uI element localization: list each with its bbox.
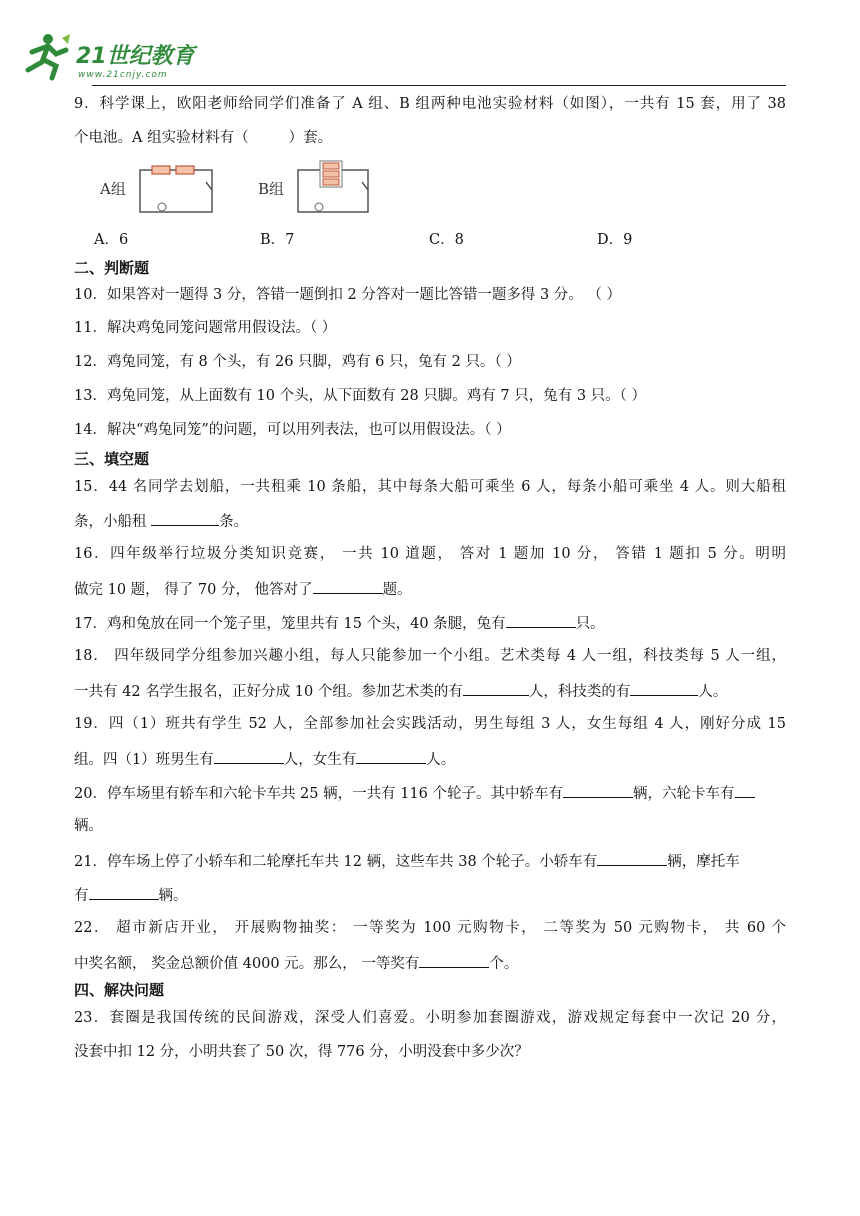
section-judgement-heading: 二、判断题: [74, 259, 150, 277]
header-divider: [92, 85, 786, 86]
q18-line2: [74, 680, 727, 702]
q9-option-d[interactable]: D．9: [597, 232, 633, 248]
q18-answer-blank-1[interactable]: [463, 680, 529, 696]
q21-text-b: 辆，摩托车: [667, 854, 740, 870]
q9-option-c[interactable]: C．8: [429, 232, 464, 248]
q20-answer-blank-1[interactable]: [563, 782, 633, 798]
q15-answer-blank[interactable]: [151, 510, 219, 526]
q9-line2: [74, 128, 332, 148]
q15-line2: [74, 510, 248, 532]
q18-answer-blank-2[interactable]: [630, 680, 698, 696]
page-header: [0, 0, 860, 90]
q9-option-a[interactable]: A．6: [94, 232, 129, 248]
figure-a-label: A组: [100, 180, 126, 198]
q18-text-c: 人。: [698, 684, 728, 700]
q19-line1: 19．四（1）班共有学生 52 人，全部参加社会实践活动，男生每组 3 人，女生每组 4 人，刚好分成 15: [74, 716, 786, 732]
q19-answer-blank-2[interactable]: [356, 748, 426, 764]
q23-line2: 没套中扣 12 分，小明共套了 50 次，得 776 分，小明没套中多少次？: [74, 1044, 529, 1060]
q13-text: 13．鸡兔同笼，从上面数有 10 个头，从下面数有 28 只脚。鸡有 7 只，兔有 3 只。（ ）: [74, 388, 647, 404]
q22-line1: 22． 超市新店开业， 开展购物抽奖： 一等奖为 100 元购物卡， 二等奖为 50 元购物卡， 共 60 个: [74, 920, 786, 936]
runner-logo-icon: [18, 30, 198, 82]
q17-line: [74, 612, 605, 634]
q19-text-c: 人。: [426, 752, 456, 768]
q22-answer-blank[interactable]: [419, 952, 489, 968]
q22-text-b: 个。: [489, 956, 519, 972]
q20-answer-blank-2[interactable]: [735, 782, 755, 798]
q21-text-a: 21．停车场上停了小轿车和二轮摩托车共 12 辆，这些车共 38 个轮子。小轿车有: [74, 854, 598, 870]
q17-answer-blank[interactable]: [506, 612, 576, 628]
bulb-icon: [315, 203, 323, 211]
q18-line1: 18． 四年级同学分组参加兴趣小组，每人只能参加一个小组。艺术类每 4 人一组，科技类每 5 人一组，: [74, 648, 786, 664]
site-logo: [18, 30, 198, 82]
q22-line2: [74, 952, 518, 974]
battery-icon: [323, 163, 339, 169]
q21-line1: [74, 850, 740, 872]
q19-answer-blank-1[interactable]: [214, 748, 284, 764]
q21-line2: [74, 884, 188, 906]
q18-text-b: 人，科技类的有: [528, 684, 631, 700]
q18-text-a: 一共有 42 名学生报名，正好分成 10 个组。参加艺术类的有: [74, 684, 463, 700]
q16-text-a: 做完 10 题， 得了 70 分， 他答对了: [74, 582, 313, 598]
q9-text-b: ）套。: [288, 130, 333, 146]
q15-text-b: 条。: [219, 514, 249, 530]
q16-text-b: 题。: [382, 582, 412, 598]
q21-answer-blank-1[interactable]: [597, 850, 667, 866]
section-fill-heading: 三、填空题: [74, 450, 150, 468]
figure-b-label: B组: [258, 180, 285, 198]
battery-circuit-figure: [98, 160, 378, 222]
battery-icon: [323, 179, 339, 185]
q21-text-c: 有: [74, 888, 89, 904]
q19-text-a: 组。四（1）班男生有: [74, 752, 214, 768]
q9-options: [74, 228, 786, 248]
switch-icon: [362, 182, 368, 190]
q15-line1: 15．44 名同学去划船，一共租乘 10 条船，其中每条大船可乘坐 6 人，每条小船可乘坐 4 人。则大船租: [74, 479, 786, 495]
q14-text: 14．解决“鸡兔同笼”的问题，可以用列表法，也可以用假设法。（ ）: [74, 422, 511, 438]
q20-text-b: 辆，六轮卡车有: [633, 786, 735, 802]
section-solve-heading: 四、解决问题: [74, 981, 165, 999]
switch-icon: [206, 182, 212, 190]
q17-text-a: 17．鸡和兔放在同一个笼子里，笼里共有 15 个头，40 条腿，兔有: [74, 616, 506, 632]
q16-line1: 16．四年级举行垃圾分类知识竞赛， 一共 10 道题， 答对 1 题加 10 分， 答错 1 题扣 5 分。明明: [74, 546, 786, 562]
battery-icon: [176, 166, 194, 174]
q19-line2: [74, 748, 455, 770]
q21-answer-blank-2[interactable]: [89, 884, 159, 900]
q19-text-b: 人，女生有: [283, 752, 357, 768]
logo-url: www.21cnjy.com: [78, 70, 168, 80]
q20-line2: 辆。: [74, 818, 103, 834]
q9-option-b[interactable]: B．7: [260, 232, 295, 248]
q16-answer-blank[interactable]: [313, 578, 383, 594]
q12-text: 12．鸡兔同笼，有 8 个头，有 26 只脚，鸡有 6 只，兔有 2 只。（ ）: [74, 354, 521, 370]
q11-text: 11．解决鸡兔同笼问题常用假设法。（ ）: [74, 320, 337, 336]
q10-text: 10．如果答对一题得 3 分，答错一题倒扣 2 分答对一题比答错一题多得 3 分。 （ ）: [74, 287, 621, 303]
q21-text-d: 辆。: [158, 888, 188, 904]
battery-icon: [152, 166, 170, 174]
logo-text: 21世纪教育: [76, 44, 195, 69]
q15-text-a: 条，小船租: [74, 514, 152, 530]
q9-text-a: 个电池。A 组实验材料有（: [74, 130, 249, 146]
battery-icon: [323, 171, 339, 177]
q20-line1: [74, 782, 755, 804]
q22-text-a: 中奖名额， 奖金总额价值 4000 元。那么， 一等奖有: [74, 956, 420, 972]
bulb-icon: [158, 203, 166, 211]
q17-text-b: 只。: [575, 616, 605, 632]
q9-line1: 9．科学课上，欧阳老师给同学们准备了 A 组、B 组两种电池实验材料（如图），一共有 15 套，用了 38: [74, 96, 786, 112]
q20-text-a: 20．停车场里有轿车和六轮卡车共 25 辆，一共有 116 个轮子。其中轿车有: [74, 786, 564, 802]
q16-line2: [74, 578, 412, 600]
q23-line1: 23．套圈是我国传统的民间游戏，深受人们喜爱。小明参加套圈游戏，游戏规定每套中一次记 20 分，: [74, 1010, 786, 1026]
